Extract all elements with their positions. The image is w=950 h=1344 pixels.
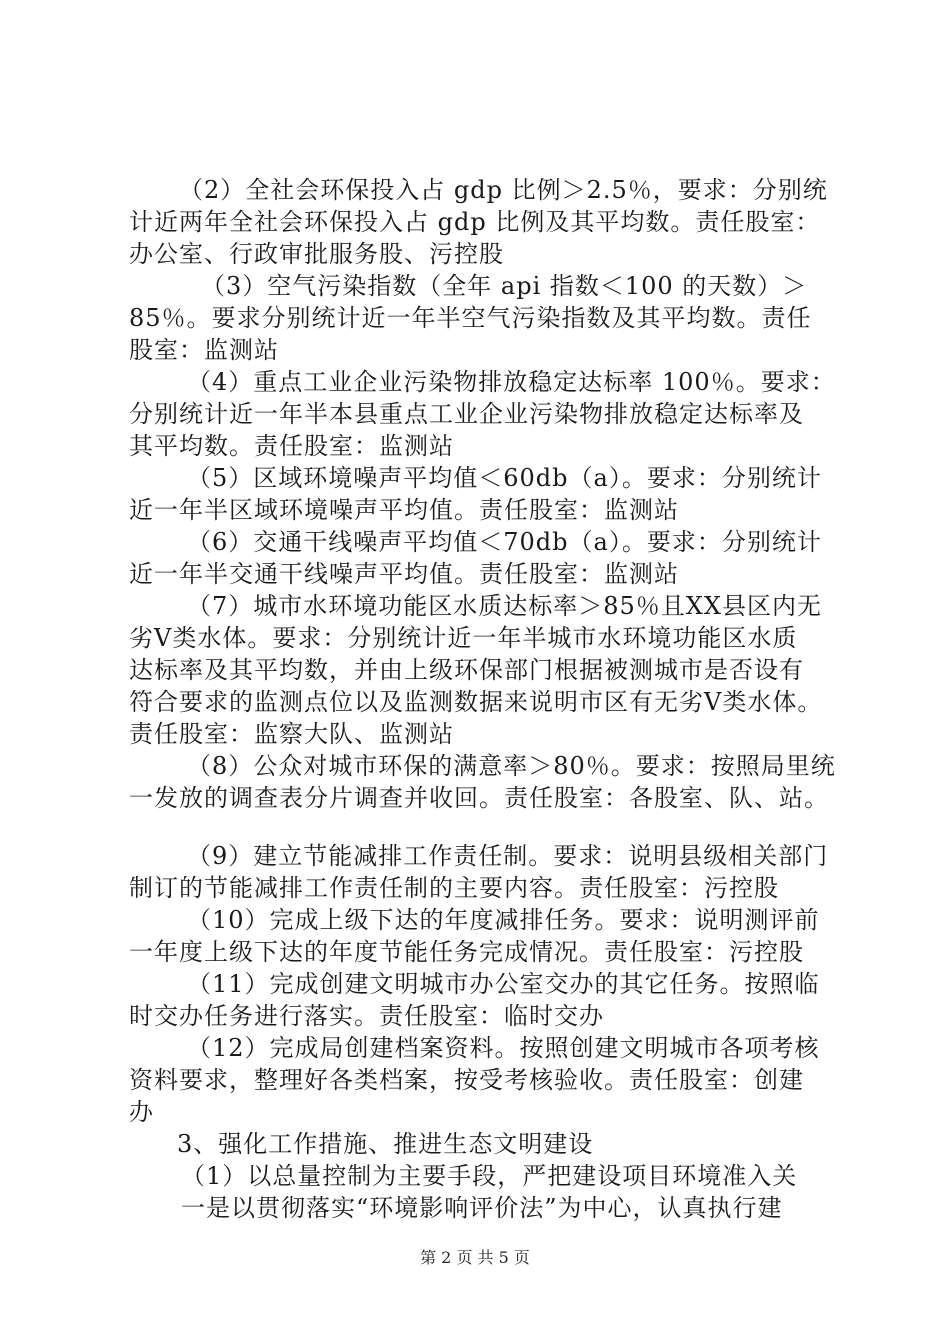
body-text-line: 3、强化工作措施、推进生态文明建设 (177, 1130, 594, 1158)
body-text-line: （10）完成上级下达的年度减排任务。要求：说明测评前 (187, 906, 820, 934)
body-text-line: 一年度上级下达的年度节能任务完成情况。责任股室：污控股 (129, 938, 804, 966)
body-text-line: 达标率及其平均数，并由上级环保部门根据被测城市是否设有 (129, 656, 804, 684)
body-text-line: （7）城市水环境功能区水质达标率＞85％且XX县区内无 (187, 592, 822, 620)
body-text-line: （9）建立节能减排工作责任制。要求：说明县级相关部门 (187, 842, 829, 870)
body-text-line: 计近两年全社会环保投入占 gdp 比例及其平均数。责任股室： (129, 208, 821, 236)
body-text-line: （8）公众对城市环保的满意率＞80％。要求：按照局里统 (187, 752, 836, 780)
body-text-line: （12）完成局创建档案资料。按照创建文明城市各项考核 (187, 1034, 820, 1062)
body-text-line: 分别统计近一年半本县重点工业企业污染物排放稳定达标率及 (129, 400, 804, 428)
body-text-line: （2）全社会环保投入占 gdp 比例＞2.5％，要求：分别统 (179, 176, 828, 204)
body-text-line: （6）交通干线噪声平均值＜70db（a）。要求：分别统计 (187, 528, 822, 556)
body-text-line: 近一年半交通干线噪声平均值。责任股室：监测站 (129, 560, 679, 588)
body-text-line: （4）重点工业企业污染物排放稳定达标率 100％。要求： (187, 368, 836, 396)
body-text-line: 股室：监测站 (129, 336, 279, 364)
page-number-footer: 第 2 页 共 5 页 (420, 1248, 530, 1267)
body-text-line: 85％。要求分别统计近一年半空气污染指数及其平均数。责任 (129, 304, 812, 332)
body-text-line: 责任股室：监察大队、监测站 (129, 720, 454, 748)
body-text-line: 制订的节能减排工作责任制的主要内容。责任股室：污控股 (129, 874, 779, 902)
body-text-line: （5）区域环境噪声平均值＜60db（a）。要求：分别统计 (187, 464, 822, 492)
body-text-line: 办 (129, 1098, 154, 1126)
body-text-line: 符合要求的监测点位以及监测数据来说明市区有无劣Ⅴ类水体。 (129, 688, 823, 716)
body-text-line: 近一年半区域环境噪声平均值。责任股室：监测站 (129, 496, 679, 524)
body-text-line: 一发放的调查表分片调查并收回。责任股室：各股室、队、站。 (129, 784, 829, 812)
body-text-line: （1）以总量控制为主要手段，严把建设项目环境准入关 (181, 1162, 798, 1190)
body-text-line: 资料要求，整理好各类档案，按受考核验收。责任股室：创建 (129, 1066, 804, 1094)
body-text-line: 办公室、行政审批服务股、污控股 (129, 240, 504, 268)
body-text-line: 时交办任务进行落实。责任股室：临时交办 (129, 1002, 604, 1030)
body-text-line: 劣Ⅴ类水体。要求：分别统计近一年半城市水环境功能区水质 (129, 624, 798, 652)
body-text-line: 其平均数。责任股室：监测站 (129, 432, 454, 460)
body-text-line: （3）空气污染指数（全年 api 指数＜100 的天数）＞ (201, 272, 808, 300)
body-text-line: （11）完成创建文明城市办公室交办的其它任务。按照临 (187, 970, 820, 998)
body-text-line: 一是以贯彻落实“环境影响评价法”为中心，认真执行建 (181, 1194, 783, 1222)
